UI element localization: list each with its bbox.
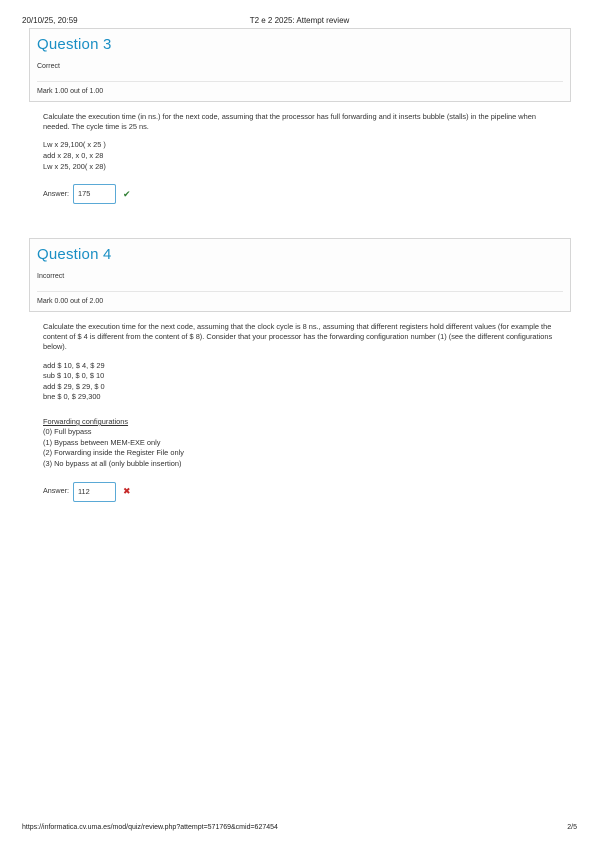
answer-row [43, 184, 557, 204]
config-list [43, 427, 557, 469]
question-info [29, 28, 571, 102]
question-content [29, 102, 571, 204]
config-item: (0) Full bypass [43, 427, 92, 437]
code-line: add $ 29, $ 29, $ 0 [43, 381, 105, 391]
question-state: Incorrect [37, 273, 65, 280]
forwarding-configs-link[interactable]: Forwarding configurations [43, 416, 129, 426]
question-state: Correct [37, 63, 60, 70]
code-line: sub $ 10, $ 0, $ 10 [43, 371, 105, 381]
answer-row [43, 482, 557, 502]
answer-label: Answer: [43, 189, 69, 199]
config-item: (1) Bypass between MEM-EXE only [43, 437, 161, 447]
answer-input[interactable]: 112 [73, 482, 116, 502]
page-url: https://informatica.cv.uma.es/mod/quiz/review.php?attempt=571769&cmid=627454 [22, 824, 278, 831]
print-footer [22, 824, 577, 834]
question-content [29, 312, 571, 502]
code-block [43, 140, 557, 172]
config-item: (2) Forwarding inside the Register File only [43, 448, 184, 458]
check-icon: ✔ [122, 189, 131, 200]
question-4 [29, 238, 571, 502]
config-item: (3) No bypass at all (only bubble insertion) [43, 458, 182, 468]
print-datetime: 20/10/25, 20:59 [22, 16, 78, 25]
cross-icon: ✖ [122, 486, 131, 497]
question-grade: Mark 0.00 out of 2.00 [37, 291, 563, 311]
question-number: Question 4 [37, 246, 112, 263]
code-line: add $ 10, $ 4, $ 29 [43, 360, 105, 370]
code-line: Lw x 29,100( x 25 ) [43, 140, 106, 150]
answer-input[interactable]: 175 [73, 184, 116, 204]
code-line: add x 28, x 0, x 28 [43, 151, 104, 160]
print-title: T2 e 2 2025: Attempt review [249, 16, 350, 25]
page-number: 2/5 [567, 824, 577, 831]
print-header [22, 16, 577, 26]
question-number: Question 3 [37, 36, 112, 53]
question-text: Calculate the execution time (in ns.) for the next code, assuming that the processor has full forwarding and it inserts bubble (stalls) in the pipeline when needed. The cycle time is 25 ns. [43, 112, 536, 132]
question-3 [29, 28, 571, 204]
forwarding-configs [43, 417, 557, 470]
answer-label: Answer: [43, 486, 69, 496]
question-grade: Mark 1.00 out of 1.00 [37, 81, 563, 101]
question-info [29, 238, 571, 312]
code-line: bne $ 0, $ 29,300 [43, 392, 101, 402]
code-block [43, 361, 557, 403]
question-text: Calculate the execution time for the next code, assuming that the clock cycle is 8 ns., assuming that different registers hold different values (for example the content of $ 4 is different from the content of $ 8). Consider that your processor has the forwarding configuration number (1) (see the different configurations below). [43, 322, 553, 352]
code-line: Lw x 25, 200( x 28) [43, 161, 106, 171]
